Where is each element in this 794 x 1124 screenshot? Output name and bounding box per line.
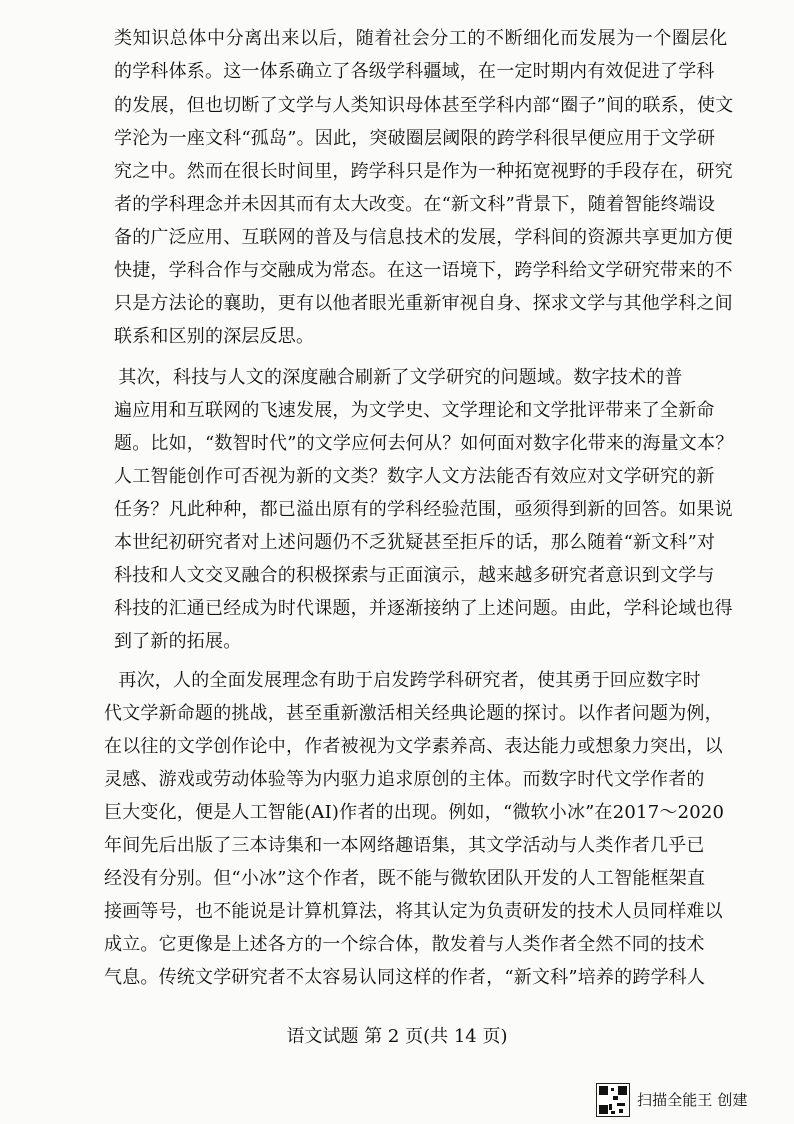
text-line: 遍应用和互联网的飞速发展，为文学史、文学理论和文学批评带来了全新命 bbox=[114, 400, 715, 421]
text-line: 代文学新命题的挑战，甚至重新激活相关经典论题的探讨。以作者问题为例， bbox=[104, 703, 723, 724]
text-line: 在以往的文学创作论中，作者被视为文学素养高、表达能力或想象力突出，以 bbox=[104, 736, 723, 757]
text-line: 只是方法论的襄助，更有以他者眼光重新审视自身、探求文学与其他学科之间 bbox=[114, 293, 733, 314]
text-line: 气息。传统文学研究者不太容易认同这样的作者，“新文科”培养的跨学科人 bbox=[104, 967, 706, 988]
text-line: 巨大变化，便是人工智能(AI)作者的出现。例如，“微软小冰”在2017～2020 bbox=[104, 802, 725, 823]
text-line: 到了新的拓展。 bbox=[114, 631, 242, 652]
text-line: 题。比如，“数智时代”的文学应何去何从？如何面对数字化带来的海量文本？ bbox=[114, 433, 734, 454]
page-footer: 语文试题 第 2 页(共 14 页) bbox=[286, 1026, 508, 1047]
text-line: 的发展，但也切断了文学与人类知识母体甚至学科内部“圈子”间的联系，使文 bbox=[114, 95, 734, 116]
text-line: 联系和区别的深层反思。 bbox=[114, 326, 315, 347]
text-line: 灵感、游戏或劳动体验等为内驱力追求原创的主体。而数字时代文学作者的 bbox=[104, 769, 705, 790]
text-line: 究之中。然而在很长时间里，跨学科只是作为一种拓宽视野的手段存在，研究 bbox=[114, 161, 733, 182]
scanner-watermark-label: 扫描全能王 创建 bbox=[637, 1091, 748, 1109]
text-line: 备的广泛应用、互联网的普及与信息技术的发展，学科间的资源共享更加方便 bbox=[114, 227, 733, 248]
text-line: 科技和人文交叉融合的积极探索与正面演示，越来越多研究者意识到文学与 bbox=[114, 565, 715, 586]
text-line: 经没有分别。但“小冰”这个作者，既不能与微软团队开发的人工智能框架直 bbox=[104, 868, 706, 889]
scanner-watermark bbox=[596, 1082, 792, 1118]
text-line: 类知识总体中分离出来以后，随着社会分工的不断细化而发展为一个圈层化 bbox=[114, 28, 728, 49]
article-body bbox=[82, 18, 734, 1048]
text-line: 者的学科理念并未因其而有太大改变。在“新文科”背景下，随着智能终端设 bbox=[114, 194, 716, 215]
text-line: 的学科体系。这一体系确立了各级学科疆域，在一定时期内有效促进了学科 bbox=[114, 61, 715, 82]
text-line: 成立。它更像是上述各方的一个综合体，散发着与人类作者全然不同的技术 bbox=[104, 934, 705, 955]
text-line: 学沦为一座文科“孤岛”。因此，突破圈层阈限的跨学科很早便应用于文学研 bbox=[114, 128, 716, 149]
text-line: 年间先后出版了三本诗集和一本网络趣语集，其文学活动与人类作者几乎已 bbox=[104, 835, 705, 856]
text-line: 其次，科技与人文的深度融合刷新了文学研究的问题域。数字技术的普 bbox=[82, 367, 683, 388]
text-line: 快捷，学科合作与交融成为常态。在这一语境下，跨学科给文学研究带来的不 bbox=[114, 260, 733, 281]
qr-code-icon bbox=[596, 1083, 630, 1117]
text-line: 人工智能创作可否视为新的文类？数字人文方法能否有效应对文学研究的新 bbox=[114, 466, 715, 487]
text-line: 接画等号，也不能说是计算机算法，将其认定为负责研发的技术人员同样难以 bbox=[104, 901, 723, 922]
text-line: 任务？凡此种种，都已溢出原有的学科经验范围，亟须得到新的回答。如果说 bbox=[114, 499, 733, 520]
text-line: 本世纪初研究者对上述问题仍不乏犹疑甚至拒斥的话，那么随着“新文科”对 bbox=[114, 532, 716, 553]
text-line: 再次，人的全面发展理念有助于启发跨学科研究者，使其勇于回应数字时 bbox=[82, 670, 701, 691]
text-line: 科技的汇通已经成为时代课题，并逐渐接纳了上述问题。由此，学科论域也得 bbox=[114, 598, 733, 619]
